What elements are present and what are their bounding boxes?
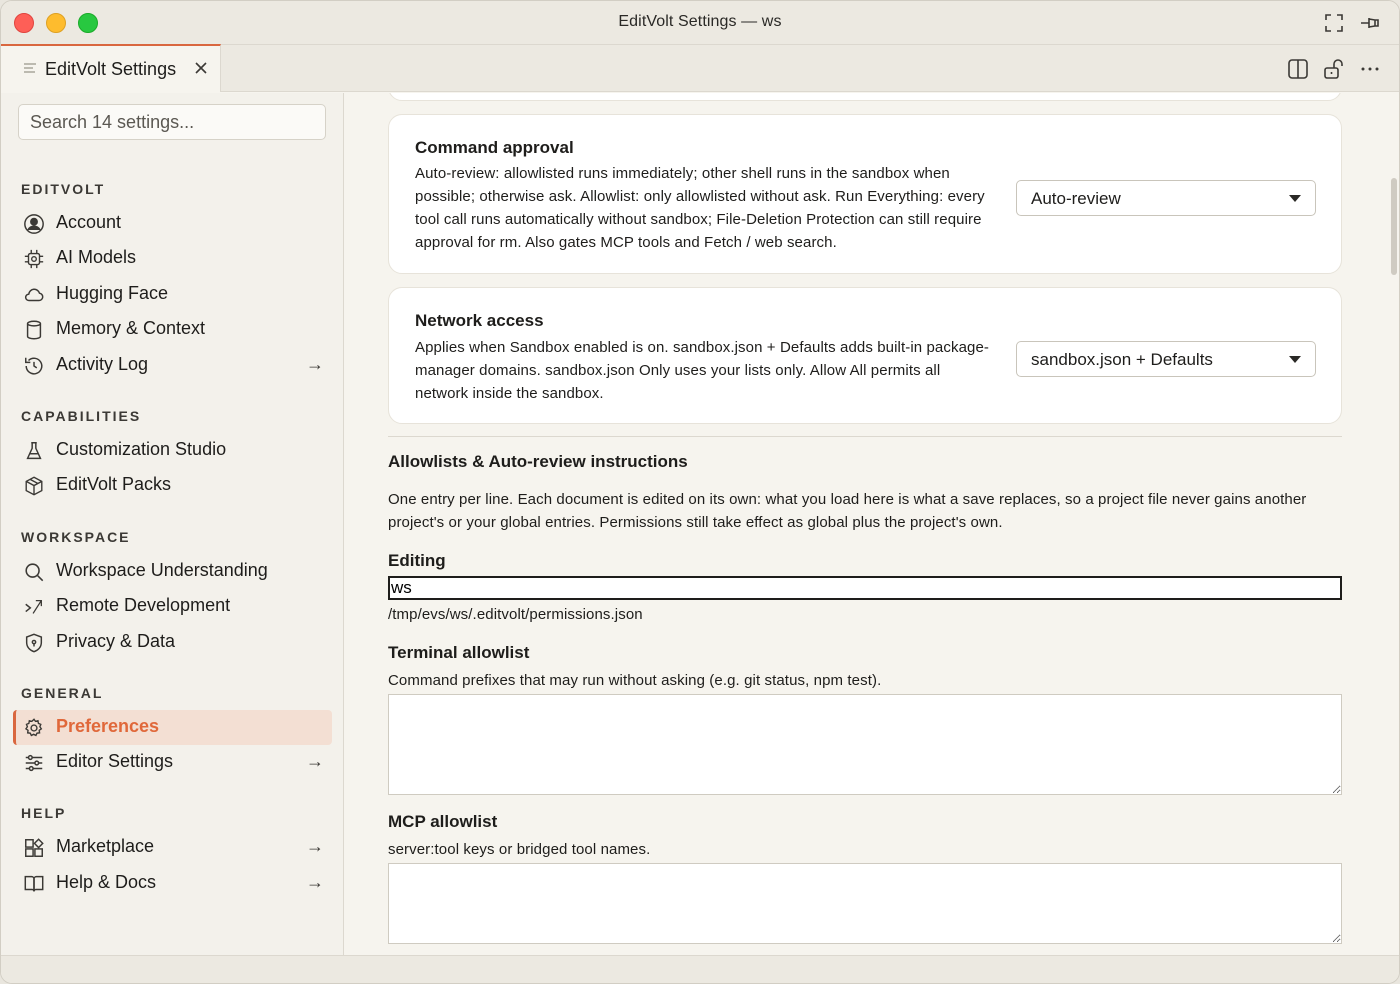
section-label-help: HELP — [21, 805, 67, 821]
sidebar-item-label: Hugging Face — [56, 283, 169, 303]
allowlists-title: Allowlists & Auto-review instructions — [388, 452, 688, 471]
settings-sidebar — [1, 93, 344, 955]
external-arrow-icon: → — [306, 872, 324, 892]
sidebar-item-label: Editor Settings — [56, 751, 174, 771]
history-icon — [23, 355, 45, 377]
sidebar-item-remote-development[interactable] — [13, 589, 332, 624]
external-arrow-icon: → — [306, 836, 324, 856]
sidebar-item-activity-log[interactable] — [13, 348, 332, 383]
sidebar-item-label: Activity Log — [56, 354, 149, 374]
title-bar — [1, 1, 1399, 45]
book-icon — [23, 873, 45, 895]
mcp-allowlist-title: MCP allowlist — [388, 812, 498, 831]
section-divider — [388, 436, 1342, 437]
external-arrow-icon: → — [306, 354, 324, 374]
search-icon — [23, 561, 45, 583]
network-access-selected-value: sandbox.json + Defaults — [1031, 350, 1213, 369]
settings-file-icon — [23, 61, 37, 75]
editing-path: /tmp/evs/ws/.editvolt/permissions.json — [388, 606, 643, 623]
sidebar-item-editvolt-packs[interactable] — [13, 468, 332, 503]
close-icon[interactable] — [193, 60, 209, 76]
shield-icon — [23, 632, 45, 654]
gear-icon — [23, 717, 45, 739]
blocks-icon — [23, 837, 45, 859]
split-editor-icon[interactable] — [1286, 57, 1310, 81]
allowlists-description: One entry per line. Each document is edited on its own: what you load here is what a save replaces, so a project file never gains another project's or your global entries. Permissions still take effect as global plus the project's own. — [388, 491, 1307, 531]
tab-bar — [1, 45, 1399, 92]
sidebar-item-hugging-face[interactable] — [13, 277, 332, 312]
chevron-down-icon — [1289, 195, 1301, 202]
sidebar-item-ai-models[interactable] — [13, 241, 332, 276]
section-label-capabilities: CAPABILITIES — [21, 408, 142, 424]
command-approval-card — [388, 114, 1342, 274]
command-approval-title: Command approval — [415, 138, 574, 157]
tab-editvolt-settings[interactable] — [1, 44, 221, 92]
more-icon[interactable] — [1358, 57, 1382, 81]
chevron-down-icon — [1289, 356, 1301, 363]
database-icon — [23, 319, 45, 341]
sidebar-item-preferences[interactable] — [13, 710, 332, 745]
fullscreen-icon[interactable] — [1322, 11, 1346, 35]
sidebar-item-label: Remote Development — [56, 595, 231, 615]
sidebar-item-label: Customization Studio — [56, 439, 227, 459]
status-bar — [1, 955, 1399, 984]
sidebar-item-label: Preferences — [56, 716, 160, 736]
user-circle-icon — [23, 213, 45, 235]
previous-setting-card — [388, 93, 1342, 101]
network-access-select[interactable] — [1016, 341, 1316, 377]
sidebar-item-label: Privacy & Data — [56, 631, 176, 651]
section-label-workspace: WORKSPACE — [21, 529, 131, 545]
settings-search-input[interactable] — [18, 104, 326, 140]
sidebar-item-marketplace[interactable] — [13, 830, 332, 865]
network-access-description: Applies when Sandbox enabled is on. sandbox.json + Defaults adds built-in package-manager domains. sandbox.json Only uses your lists only. Allow All permits all network inside the sandbox. — [415, 339, 989, 402]
sidebar-item-privacy-data[interactable] — [13, 625, 332, 660]
sidebar-item-editor-settings[interactable] — [13, 745, 332, 780]
tab-label: EditVolt Settings — [45, 59, 177, 79]
sidebar-item-memory-context[interactable] — [13, 312, 332, 347]
sidebar-item-label: Memory & Context — [56, 318, 206, 338]
network-access-card — [388, 287, 1342, 424]
external-arrow-icon: → — [306, 751, 324, 771]
unlock-icon[interactable] — [1322, 57, 1346, 81]
main-scrollbar[interactable] — [1391, 178, 1397, 275]
cloud-icon — [23, 284, 45, 306]
sliders-icon — [23, 752, 45, 774]
sidebar-item-label: Marketplace — [56, 836, 155, 856]
sidebar-item-label: Account — [56, 212, 122, 232]
package-icon — [23, 475, 45, 497]
mcp-allowlist-textarea[interactable] — [388, 863, 1342, 944]
sidebar-item-customization-studio[interactable] — [13, 433, 332, 468]
command-approval-select[interactable] — [1016, 180, 1316, 216]
terminal-allowlist-hint: Command prefixes that may run without asking (e.g. git status, npm test). — [388, 672, 882, 689]
sidebar-item-label: AI Models — [56, 247, 137, 267]
pin-icon[interactable] — [1358, 11, 1382, 35]
remote-icon — [23, 596, 45, 618]
window-title: EditVolt Settings — ws — [618, 13, 782, 30]
section-label-general: GENERAL — [21, 685, 104, 701]
terminal-allowlist-textarea[interactable] — [388, 694, 1342, 795]
sidebar-item-help-docs[interactable] — [13, 866, 332, 901]
sidebar-item-workspace-understanding[interactable] — [13, 554, 332, 589]
sidebar-item-account[interactable] — [13, 206, 332, 241]
terminal-allowlist-title: Terminal allowlist — [388, 643, 530, 662]
mcp-allowlist-hint: server:tool keys or bridged tool names. — [388, 841, 651, 858]
editing-input[interactable] — [388, 576, 1342, 600]
command-approval-selected-value: Auto-review — [1031, 189, 1121, 208]
flask-icon — [23, 440, 45, 462]
network-access-title: Network access — [415, 311, 544, 330]
editing-label: Editing — [388, 551, 446, 570]
section-label-editvolt: EDITVOLT — [21, 181, 106, 197]
command-approval-description: Auto-review: allowlisted runs immediately; other shell runs in the sandbox when possible; otherwise ask. Allowlist: only allowlisted without ask. Run Everything: every tool call runs automatically without sandbox; File-Deletion Protection can still require approval for rm. Also gates MCP tools and Fetch / web search. — [415, 165, 985, 251]
settings-main-panel — [345, 93, 1400, 955]
sidebar-item-label: Help & Docs — [56, 872, 157, 892]
sidebar-item-label: EditVolt Packs — [56, 474, 172, 494]
sidebar-item-label: Workspace Understanding — [56, 560, 268, 580]
chip-icon — [23, 248, 45, 270]
